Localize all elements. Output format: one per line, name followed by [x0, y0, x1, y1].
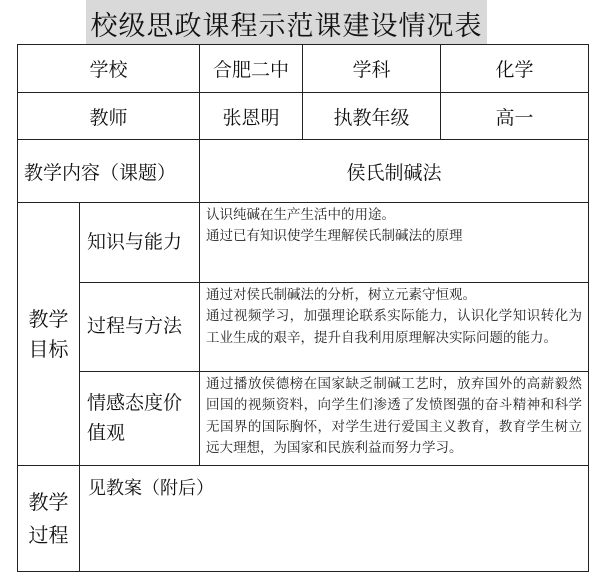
emotion-text [200, 372, 589, 466]
emotion-label-line1: 情感态度价 [87, 392, 183, 415]
goals-label-line1: 教学 [28, 307, 69, 331]
grade-label: 执教年级 [303, 93, 441, 140]
teaching-process-row [18, 466, 589, 572]
title-banner [86, 0, 487, 44]
teacher-row [18, 93, 589, 140]
school-row [18, 45, 589, 93]
knowledge-label: 知识与能力 [80, 203, 200, 283]
goals-label-line2: 目标 [28, 337, 69, 361]
knowledge-line: 通过已有知识使学生理解侯氏制碱法的原理 [206, 228, 463, 245]
page-title: 校级思政课程示范课建设情况表 [90, 11, 483, 42]
teacher-value: 张恩明 [200, 93, 303, 140]
subject-value: 化学 [441, 45, 589, 93]
process-label: 过程与方法 [80, 283, 200, 372]
goals-label [18, 203, 80, 466]
process-text [200, 283, 589, 372]
content-value: 侯氏制碱法 [200, 140, 589, 203]
knowledge-line: 认识纯碱在生产生活中的用途。 [206, 207, 396, 223]
goal-knowledge-row [18, 203, 589, 283]
process-section-label [18, 466, 80, 572]
content-label: 教学内容（课题） [18, 140, 200, 203]
emotion-line: 通过播放侯德榜在国家缺乏制碱工艺时，放弃国外的高薪毅然回国的视频资料，向学生们渗透了发愤图强的奋斗精神和科学无国界的国际胸怀，对学生进行爱国主义教育，教育学生树立远大理想，为国家和民族利益而努力学习。 [206, 376, 583, 456]
process-section-label-line2: 过程 [28, 522, 69, 547]
process-section-value: 见教案（附后） [80, 466, 589, 572]
goal-process-row [18, 283, 589, 372]
school-value: 合肥二中 [200, 45, 303, 93]
school-label: 学校 [18, 45, 200, 93]
emotion-label-line2: 值观 [87, 421, 126, 444]
process-line: 通过视频学习，加强理论联系实际能力，认识化学知识转化为工业生成的艰辛，提升自我利用原理解决实际问题的能力。 [206, 308, 583, 346]
content-row [18, 140, 589, 203]
process-section-label-line1: 教学 [28, 489, 69, 514]
knowledge-text [200, 203, 589, 283]
goal-emotion-row [18, 372, 589, 466]
subject-label: 学科 [303, 45, 441, 93]
process-line: 通过对侯氏制碱法的分析，树立元素守恒观。 [206, 287, 477, 303]
course-info-table [17, 44, 589, 572]
emotion-label [80, 372, 200, 466]
teacher-label: 教师 [18, 93, 200, 140]
grade-value: 高一 [441, 93, 589, 140]
